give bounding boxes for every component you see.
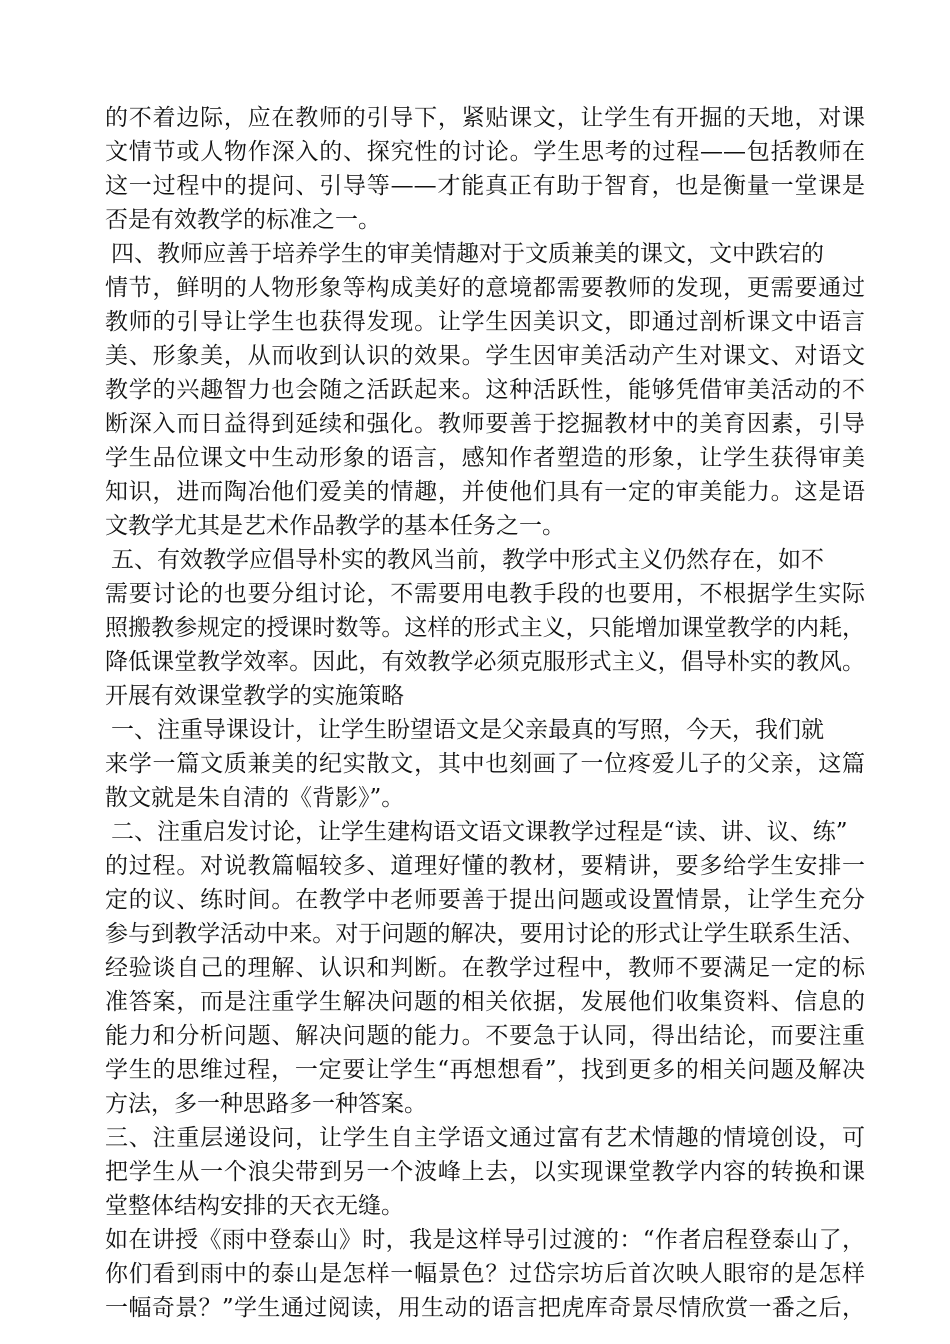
text-line: 方法，多一种思路多一种答案。 xyxy=(105,1091,427,1117)
text-line: 来学一篇文质兼美的纪实散文，其中也刻画了一位疼爱儿子的父亲，这篇 xyxy=(105,751,865,777)
text-line: 的不着边际，应在教师的引导下，紧贴课文，让学生有开掘的天地，对课 xyxy=(105,105,865,131)
section-heading-line: 五、有效教学应倡导朴实的教风当前，教学中形式主义仍然存在，如不 xyxy=(111,547,824,573)
text-line: 散文就是朱自清的《背影》”。 xyxy=(105,785,405,811)
text-line: 参与到教学活动中来。对于问题的解决，要用讨论的形式让学生联系生活、 xyxy=(105,921,865,947)
text-line: 文教学尤其是艺术作品教学的基本任务之一。 xyxy=(105,513,565,539)
text-line: 如在讲授《雨中登泰山》时，我是这样导引过渡的：“作者启程登泰山了， xyxy=(105,1227,865,1253)
text-line: 断深入而日益得到延续和强化。教师要善于挖掘教材中的美育因素，引导 xyxy=(105,411,865,437)
text-line: 美、形象美，从而收到认识的效果。学生因审美活动产生对课文、对语文 xyxy=(105,343,865,369)
text-line: 经验谈自己的理解、认识和判断。在教学过程中，教师不要满足一定的标 xyxy=(105,955,865,981)
document-body xyxy=(105,101,865,1325)
text-line: 照搬教参规定的授课时数等。这样的形式主义，只能增加课堂教学的内耗， xyxy=(105,615,865,641)
text-line: 文情节或人物作深入的、探究性的讨论。学生思考的过程——包括教师在 xyxy=(105,139,865,165)
section-heading-line: 二、注重启发讨论，让学生建构语文语文课教学过程是“读、讲、议、练” xyxy=(111,819,848,845)
text-line: 否是有效教学的标准之一。 xyxy=(105,207,381,233)
text-line: 教学的兴趣智力也会随之活跃起来。这种活跃性，能够凭借审美活动的不 xyxy=(105,377,865,403)
text-line: 教师的引导让学生也获得发现。让学生因美识文，即通过剖析课文中语言 xyxy=(105,309,865,335)
text-line: 把学生从一个浪尖带到另一个波峰上去，以实现课堂教学内容的转换和课 xyxy=(105,1159,865,1185)
text-line: 准答案，而是注重学生解决问题的相关依据，发展他们收集资料、信息的 xyxy=(105,989,865,1015)
text-line: 这一过程中的提问、引导等——才能真正有助于智育，也是衡量一堂课是 xyxy=(105,173,865,199)
section-heading-line: 一、注重导课设计，让学生盼望语文是父亲最真的写照，今天，我们就 xyxy=(111,717,824,743)
section-heading-line: 四、教师应善于培养学生的审美情趣对于文质兼美的课文，文中跌宕的 xyxy=(111,241,824,267)
text-line: 情节，鲜明的人物形象等构成美好的意境都需要教师的发现，更需要通过 xyxy=(105,275,865,301)
section-title-line: 开展有效课堂教学的实施策略 xyxy=(105,683,404,709)
text-line: 知识，进而陶冶他们爱美的情趣，并使他们具有一定的审美能力。这是语 xyxy=(105,479,865,505)
text-line: 能力和分析问题、解决问题的能力。不要急于认同，得出结论，而要注重 xyxy=(105,1023,865,1049)
text-line: 需要讨论的也要分组讨论，不需要用电教手段的也要用，不根据学生实际 xyxy=(105,581,865,607)
text-line: 一幅奇景？”学生通过阅读，用生动的语言把虎库奇景尽情欣赏一番之后， xyxy=(105,1295,865,1321)
text-line: 堂整体结构安排的天衣无缝。 xyxy=(105,1193,404,1219)
text-line: 你们看到雨中的泰山是怎样一幅景色？过岱宗坊后首次映人眼帘的是怎样 xyxy=(105,1261,865,1287)
text-line: 降低课堂教学效率。因此，有效教学必须克服形式主义，倡导朴实的教风。 xyxy=(105,649,865,675)
section-heading-line: 三、注重层递设问，让学生自主学语文通过富有艺术情趣的情境创设，可 xyxy=(105,1125,865,1151)
text-line: 定的议、练时间。在教学中老师要善于提出问题或设置情景，让学生充分 xyxy=(105,887,865,913)
text-line: 学生的思维过程，一定要让学生“再想想看”，找到更多的相关问题及解决 xyxy=(105,1057,865,1083)
text-line: 学生品位课文中生动形象的语言，感知作者塑造的形象，让学生获得审美 xyxy=(105,445,865,471)
text-line: 的过程。对说教篇幅较多、道理好懂的教材，要精讲，要多给学生安排一 xyxy=(105,853,865,879)
